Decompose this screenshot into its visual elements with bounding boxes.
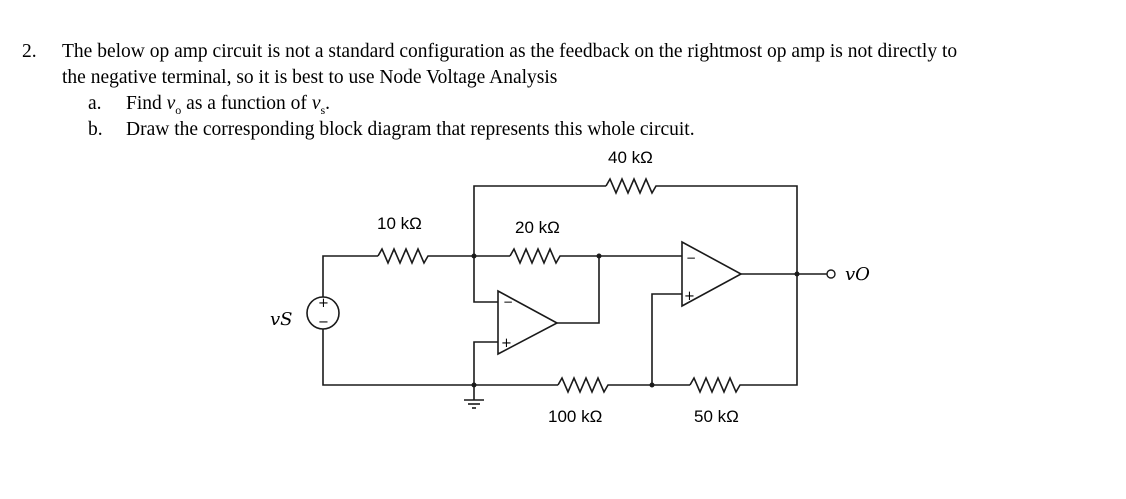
label-r-20k: 20 kΩ — [515, 218, 560, 237]
voltage-source — [307, 296, 339, 330]
resistor-100k — [558, 378, 652, 392]
source-label: vS — [270, 309, 293, 330]
resistor-50k — [690, 274, 797, 392]
opamp-2-noninverting: + — [684, 289, 695, 304]
label-r-100k: 100 kΩ — [548, 407, 603, 426]
label-r-50k: 50 kΩ — [694, 407, 739, 426]
source-minus: − — [318, 315, 329, 330]
wire-opamp1-noninv-to-ground — [474, 342, 498, 385]
resistor-10k — [378, 249, 474, 263]
opamp-1-inverting: − — [503, 295, 514, 309]
ground-symbol — [464, 385, 484, 408]
part-a-text: Find $v_o$ as a function of $v_s$. — [126, 93, 331, 117]
part-b-text: Draw the corresponding block diagram that represents this whole circuit. — [126, 119, 695, 140]
problem-number: 2. — [22, 41, 37, 62]
statement-line-2: the negative terminal, so it is best to use Node Voltage Analysis — [62, 67, 558, 88]
label-r-10k: 10 kΩ — [377, 214, 422, 233]
resistor-40k — [606, 179, 797, 274]
resistor-20k — [510, 249, 599, 263]
statement-line-1: The below op amp circuit is not a standard configuration as the feedback on the rightmost op amp is not directly to — [62, 41, 958, 62]
wire-ground-rail — [323, 329, 558, 385]
wire-opamp1-output — [557, 256, 599, 323]
wire-node-a-to-opamp1-inv — [474, 256, 498, 302]
source-plus: + — [318, 296, 329, 311]
label-r-40k: 40 kΩ — [608, 148, 653, 167]
part-b-marker: b. — [88, 119, 103, 140]
wire-node-c-to-opamp2-noninv — [652, 294, 682, 385]
opamp-2-inverting: − — [686, 251, 697, 265]
opamp-1-noninverting: + — [501, 336, 512, 351]
wire-source-top — [323, 256, 378, 297]
output-label: vO — [845, 264, 870, 285]
part-a-marker: a. — [88, 93, 102, 114]
output-terminal — [827, 270, 835, 278]
